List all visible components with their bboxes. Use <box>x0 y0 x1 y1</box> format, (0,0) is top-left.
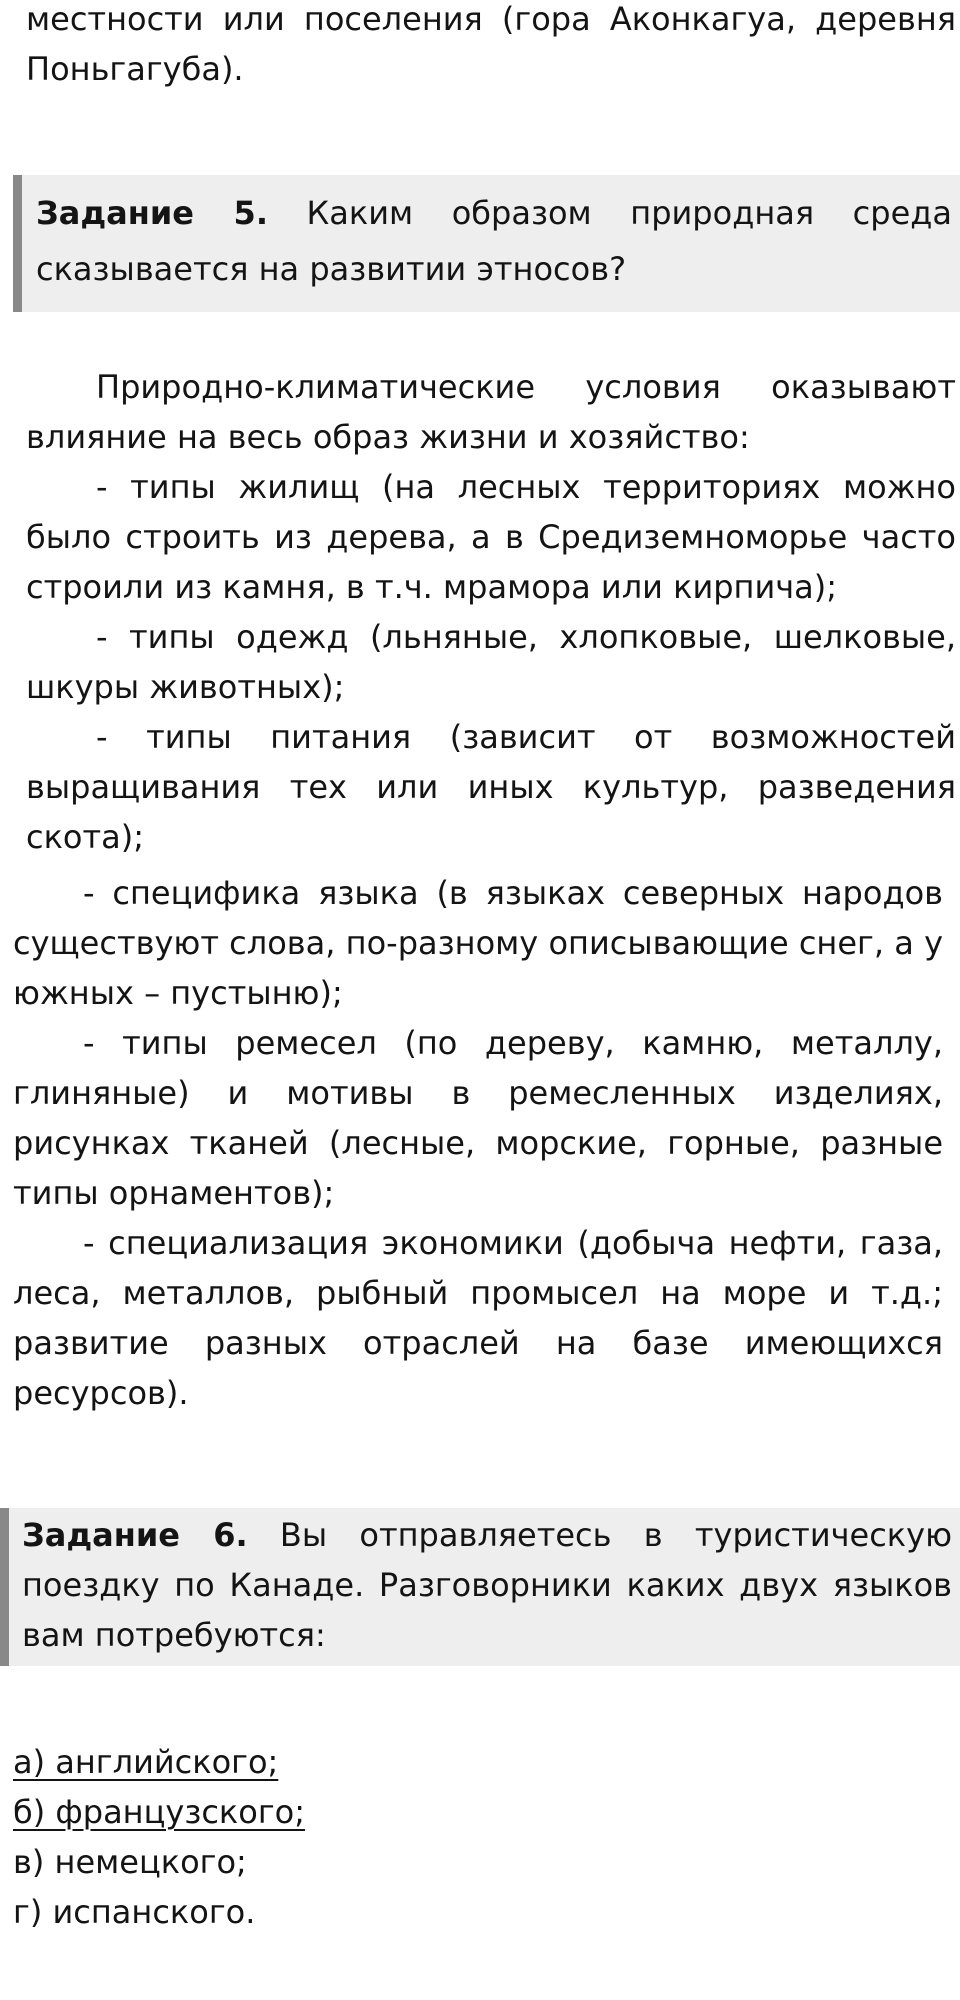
option-a: а) английского; <box>13 1743 279 1781</box>
option-c: в) немецкого; <box>13 1843 247 1881</box>
answer-5-item-clothing: - типы одежд (льняные, хлопковые, шелковые, шкуры животных); <box>26 618 956 706</box>
task-6-box <box>0 1508 960 1666</box>
option-b: б) французского; <box>13 1793 305 1831</box>
option-d: г) испанского. <box>13 1893 256 1931</box>
answer-5-item-language: - специфика языка (в языках северных народов существуют слова, по-разному описывающие снег, а у южных – пустыню); <box>13 874 943 1012</box>
task-6-label: Задание 6. <box>22 1516 248 1554</box>
task-5-box <box>13 175 960 312</box>
task-5-question: Каким образом природная среда сказывается на развитии этносов? <box>36 194 952 288</box>
task-6-question: Вы отправляетесь в туристическую поездку по Канаде. Разговорники каких двух языков вам потребуются: <box>22 1516 952 1654</box>
answer-5-item-economy: - специализация экономики (добыча нефти, газа, леса, металлов, рыбный промысел на море и т.д.; развитие разных отраслей на базе имеющихся ресурсов). <box>13 1224 943 1412</box>
answer-5-lead: Природно-климатические условия оказывают влияние на весь образ жизни и хозяйство: <box>26 368 956 456</box>
answer-5-item-food: - типы питания (зависит от возможностей выращивания тех или иных культур, разведения скота); <box>26 718 956 856</box>
task-6-text <box>22 1510 952 1660</box>
task-5-label: Задание 5. <box>36 194 268 232</box>
task-5-text <box>36 185 952 297</box>
answer-5-item-housing: - типы жилищ (на лесных территориях можно было строить из дерева, а в Средиземноморье часто строили из камня, в т.ч. мрамора или кирпича); <box>26 468 956 606</box>
answer-5-item-crafts: - типы ремесел (по дереву, камню, металлу, глиняные) и мотивы в ремесленных изделиях, рисунках тканей (лесные, морские, горные, разные типы орнаментов); <box>13 1024 943 1212</box>
intro-text: местности или поселения (гора Аконкагуа, деревня Поньгагуба). <box>26 0 956 88</box>
